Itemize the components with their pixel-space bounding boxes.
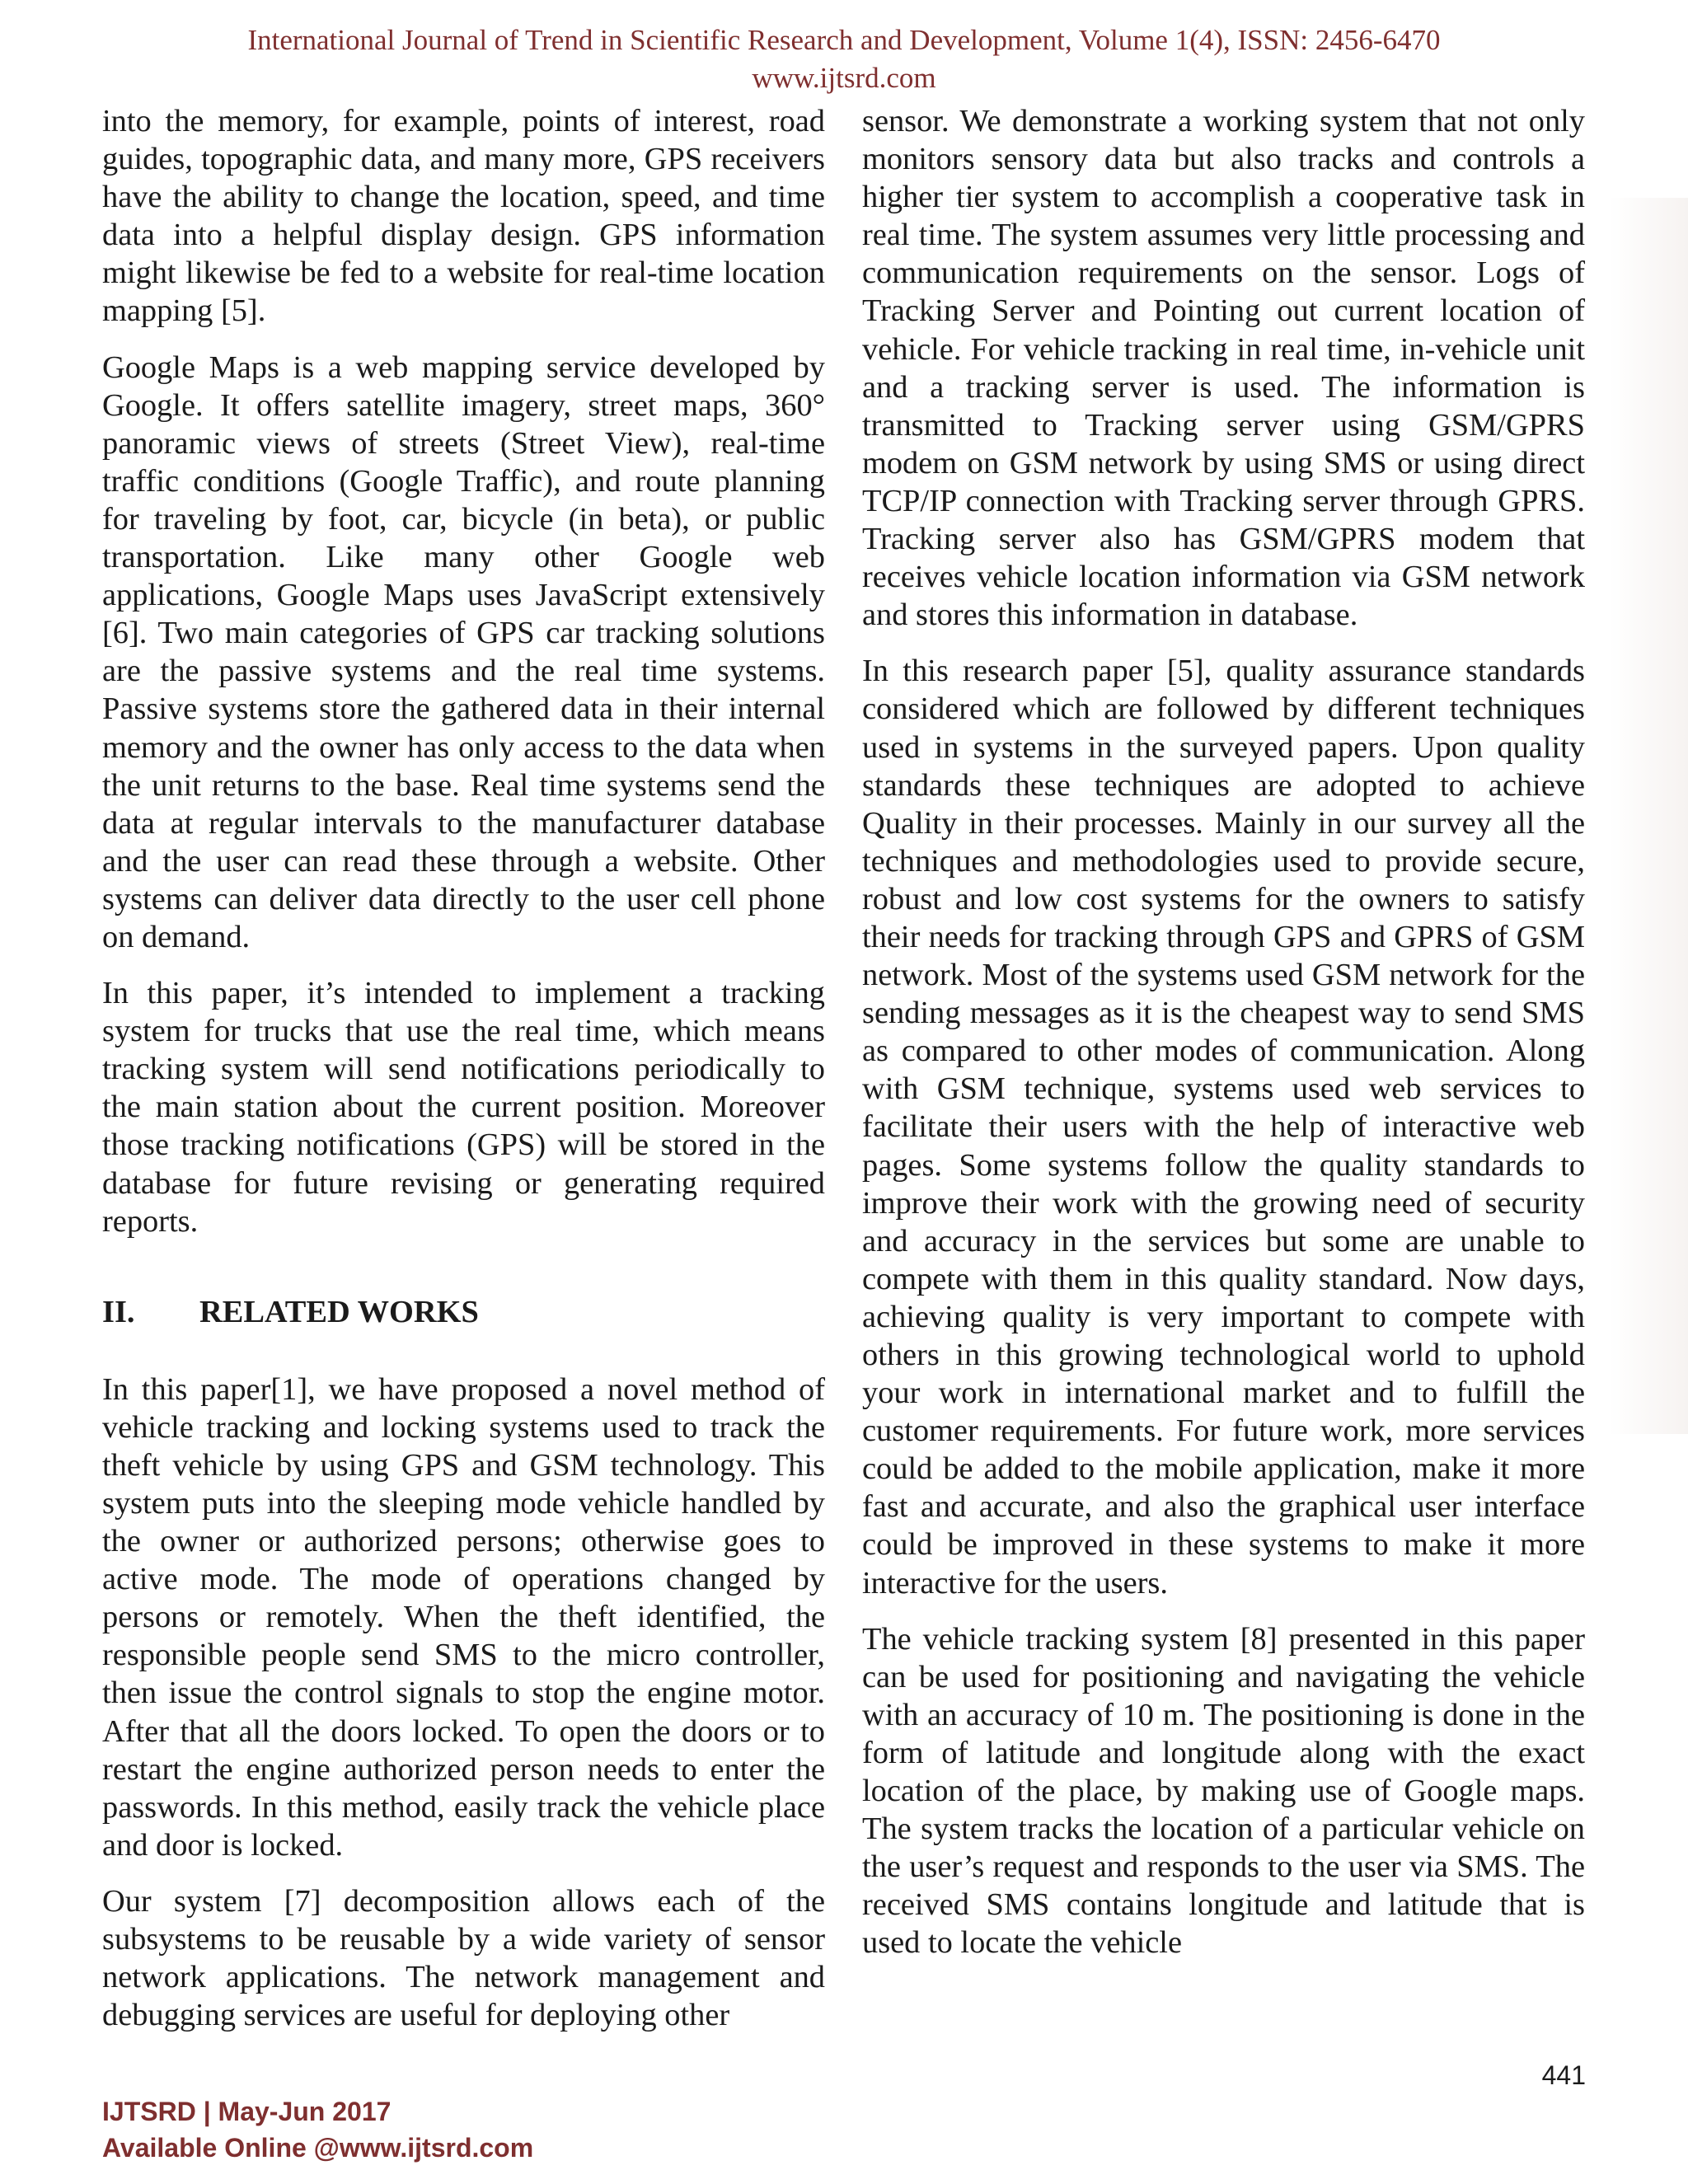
- left-column: [102, 102, 825, 2034]
- section-title: RELATED WORKS: [199, 1294, 479, 1329]
- section-heading: [102, 1293, 825, 1331]
- paragraph: into the memory, for example, points of interest, road guides, topographic data, and many more, GPS receivers have the ability to change the location, speed, and time data into a helpful display design. GPS information might likewise be fed to a website for real-time location mapping [5].: [102, 104, 825, 329]
- paragraph: Our system [7] decomposition allows each of the subsystems to be reusable by a wide variety of sensor network applications. The network management and debugging services are useful for deploying other: [102, 1883, 825, 2033]
- page-footer: [102, 2093, 533, 2166]
- paragraph: The vehicle tracking system [8] presented in this paper can be used for positioning and navigating the vehicle with an accuracy of 10 m. The positioning is done in the form of latitude and longitude along with the exact location of the place, by making use of Google maps. The system tracks the location of a particular vehicle on the user’s request and responds to the user via SMS. The received SMS contains longitude and latitude that is used to locate the vehicle: [862, 1621, 1585, 1961]
- footer-issue: IJTSRD | May-Jun 2017: [102, 2097, 392, 2126]
- footer-available-online: Available Online @www.ijtsrd.com: [102, 2133, 534, 2163]
- side-watermark: [1609, 198, 1688, 1434]
- journal-header: [0, 21, 1688, 97]
- right-column: [862, 102, 1585, 1962]
- paragraph: In this paper[1], we have proposed a novel method of vehicle tracking and locking systems used to track the theft vehicle by using GPS and GSM technology. This system puts into the sleeping mode vehicle handled by the owner or authorized persons; otherwise goes to active mode. The mode of operations changed by persons or remotely. When the theft identified, the responsible people send SMS to the micro controller, then issue the control signals to stop the engine motor. After that all the doors locked. To open the doors or to restart the engine authorized person needs to enter the passwords. In this method, easily track the vehicle place and door is locked.: [102, 1371, 825, 1863]
- section-number: II.: [102, 1294, 135, 1329]
- paragraph: In this research paper [5], quality assurance standards considered which are followed by different techniques used in systems in the surveyed papers. Upon quality standards these techniques are adopted to achieve Quality in their processes. Mainly in our survey all the techniques and methodologies used to provide secure, robust and low cost systems for the owners to satisfy their needs for tracking through GPS and GPRS of GSM network. Most of the systems used GSM network for the sending messages as it is the cheapest way to send SMS as compared to other modes of communication. Along with GSM technique, systems used web services to facilitate their users with the help of interactive web pages. Some systems follow the quality standards to improve their work with the growing need of security and accuracy in the services but some are unable to compete with them in this quality standard. Now days, achieving quality is very important to compete with others in this growing technological world to uphold your work in international market and to fulfill the customer requirements. For future work, more services could be added to the mobile application, make it more fast and accurate, and also the graphical user interface could be improved in these systems to make it more interactive for the users.: [862, 654, 1585, 1601]
- paragraph: In this paper, it’s intended to implement a tracking system for trucks that use the real time, which means tracking system will send notifications periodically to the main station about the current position. Moreover those tracking notifications (GPS) will be stored in the database for future revising or generating required reports.: [102, 976, 825, 1239]
- page-number: 441: [1541, 2060, 1586, 2090]
- paragraph: Google Maps is a web mapping service developed by Google. It offers satellite imagery, street maps, 360° panoramic views of streets (Street View), real-time traffic conditions (Google Traffic), and route planning for traveling by foot, car, bicycle (in beta), or public transportation. Like many other Google web applications, Google Maps uses JavaScript extensively [6]. Two main categories of GPS car tracking solutions are the passive systems and the real time systems. Passive systems store the gathered data in their internal memory and the owner has only access to the data when the unit returns to the base. Real time systems send the data at regular intervals to the manufacturer database and the user can read these through a website. Other systems can deliver data directly to the user cell phone on demand.: [102, 349, 825, 954]
- journal-title-line: International Journal of Trend in Scientific Research and Development, Volume 1(4), ISSN: 2456-6470: [247, 24, 1441, 56]
- paragraph: sensor. We demonstrate a working system that not only monitors sensory data but also tracks and controls a higher tier system to accomplish a cooperative task in real time. The system assumes very little processing and communication requirements on the sensor. Logs of Tracking Server and Pointing out current location of vehicle. For vehicle tracking in real time, in-vehicle unit and a tracking server is used. The information is transmitted to Tracking server using GSM/GPRS modem on GSM network by using SMS or using direct TCP/IP connection with Tracking server through GPRS. Tracking server also has GSM/GPRS modem that receives vehicle location information via GSM network and stores this information in database.: [862, 104, 1585, 633]
- journal-url-line: www.ijtsrd.com: [752, 62, 936, 94]
